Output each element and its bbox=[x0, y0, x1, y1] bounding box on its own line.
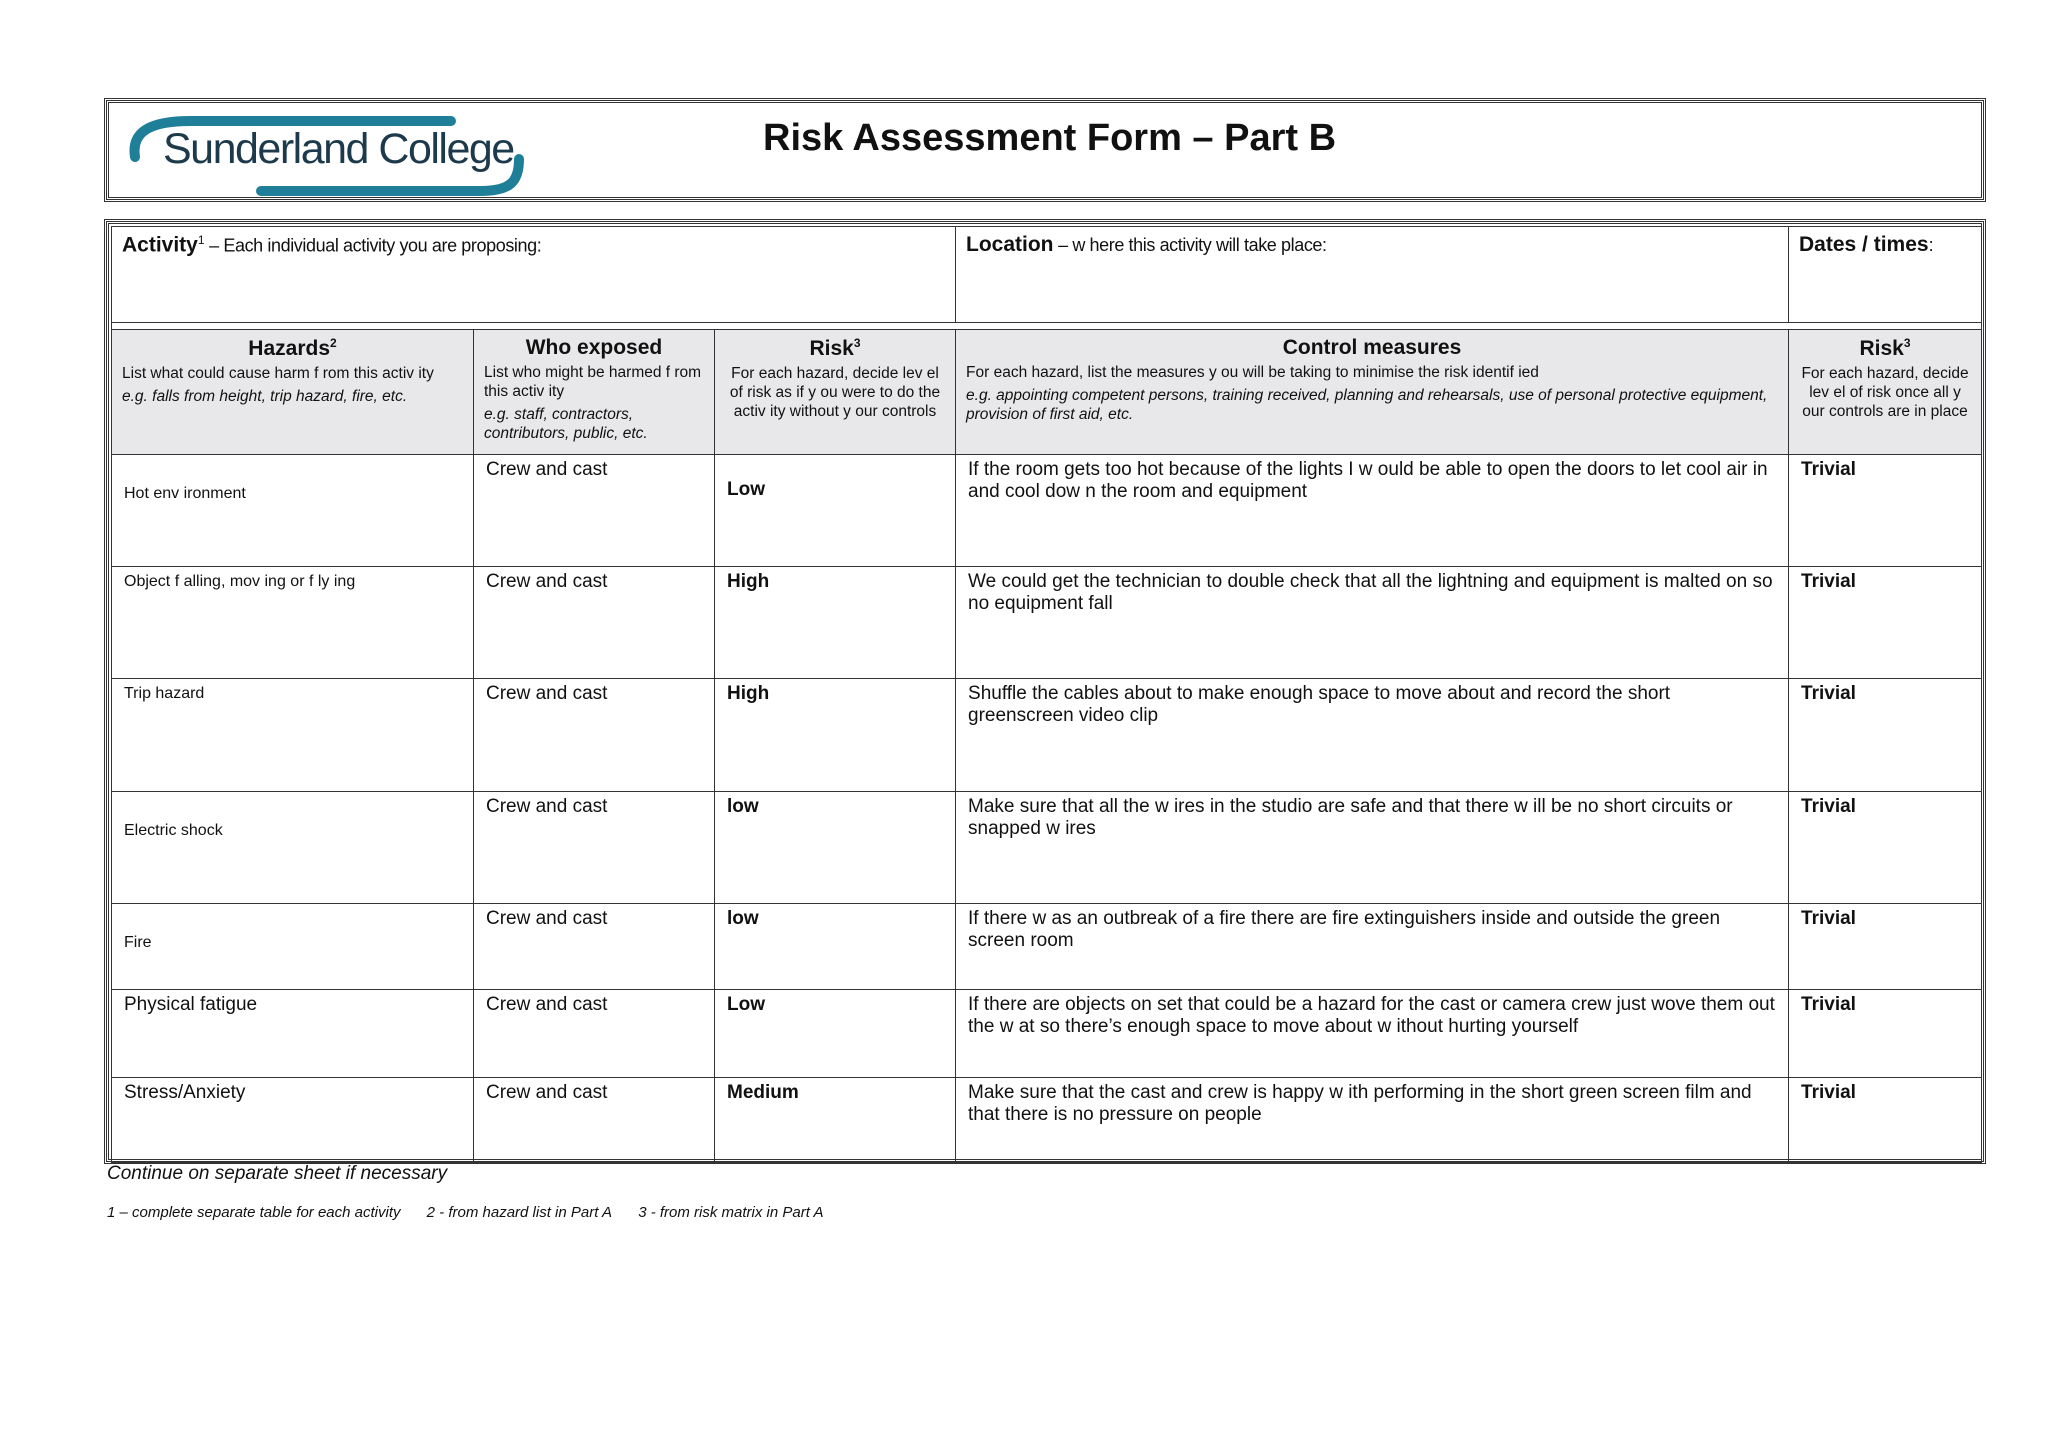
residual-risk-cell[interactable] bbox=[1789, 567, 1982, 679]
risk-text: low bbox=[727, 796, 759, 817]
control-text: If there w as an outbreak of a fire there are fire extinguishers inside and outside the green screen room bbox=[968, 908, 1721, 951]
residual-risk-cell[interactable] bbox=[1789, 1078, 1982, 1163]
who-cell[interactable] bbox=[474, 990, 715, 1078]
risk-cell[interactable] bbox=[715, 990, 956, 1078]
continue-note: Continue on separate sheet if necessary bbox=[107, 1163, 448, 1184]
college-logo bbox=[121, 111, 531, 197]
dates-label: Dates / times bbox=[1799, 233, 1929, 256]
risk-before-sup: 3 bbox=[853, 336, 861, 350]
risk-before-title: Risk bbox=[809, 337, 854, 360]
risk-after-sup: 3 bbox=[1903, 336, 1911, 350]
column-header-row bbox=[112, 330, 1982, 455]
hazard-cell[interactable] bbox=[112, 455, 474, 567]
residual-risk-cell[interactable] bbox=[1789, 792, 1982, 904]
table-row bbox=[112, 567, 1982, 679]
risk-text: Low bbox=[727, 994, 765, 1015]
who-cell[interactable] bbox=[474, 792, 715, 904]
table-row bbox=[112, 1078, 1982, 1163]
hazard-text: Hot env ironment bbox=[124, 485, 246, 502]
control-cell[interactable] bbox=[956, 455, 1789, 567]
control-cell[interactable] bbox=[956, 679, 1789, 792]
control-text: Make sure that the cast and crew is happy w ith performing in the short green screen film and that there is no pressure on people bbox=[968, 1082, 1752, 1125]
hazard-cell[interactable] bbox=[112, 1078, 474, 1163]
who-cell[interactable] bbox=[474, 567, 715, 679]
footnote-2: 2 - from hazard list in Part A bbox=[426, 1204, 613, 1221]
risk-before-header bbox=[715, 330, 956, 455]
footnotes bbox=[107, 1204, 846, 1221]
who-cell[interactable] bbox=[474, 904, 715, 990]
table-row bbox=[112, 679, 1982, 792]
who-cell[interactable] bbox=[474, 1078, 715, 1163]
residual-risk-text: Trivial bbox=[1801, 571, 1856, 592]
residual-risk-text: Trivial bbox=[1801, 994, 1856, 1015]
spacer-cell bbox=[112, 323, 1982, 330]
risk-text: low bbox=[727, 908, 759, 929]
hazards-header bbox=[112, 330, 474, 455]
table-row bbox=[112, 792, 1982, 904]
location-label: Location bbox=[966, 233, 1054, 256]
who-text: Crew and cast bbox=[486, 796, 608, 817]
activity-row bbox=[112, 227, 1982, 323]
location-cell[interactable] bbox=[956, 227, 1789, 323]
who-title: Who exposed bbox=[525, 336, 663, 359]
risk-text: Low bbox=[727, 479, 765, 500]
residual-risk-cell[interactable] bbox=[1789, 679, 1982, 792]
hazard-text: Object f alling, mov ing or f ly ing bbox=[124, 573, 356, 590]
risk-after-title: Risk bbox=[1859, 337, 1904, 360]
control-cell[interactable] bbox=[956, 792, 1789, 904]
hazard-cell[interactable] bbox=[112, 679, 474, 792]
risk-after-header bbox=[1789, 330, 1982, 455]
who-text: Crew and cast bbox=[486, 1082, 608, 1103]
risk-text: Medium bbox=[727, 1082, 799, 1103]
control-cell[interactable] bbox=[956, 1078, 1789, 1163]
risk-after-desc: For each hazard, decide lev el of risk once all y our controls are in place bbox=[1801, 365, 1969, 420]
dates-suffix: : bbox=[1928, 235, 1934, 255]
who-desc: List who might be harmed f rom this activ ity bbox=[484, 364, 702, 400]
risk-table bbox=[111, 226, 1982, 1163]
control-cell[interactable] bbox=[956, 567, 1789, 679]
residual-risk-text: Trivial bbox=[1801, 908, 1856, 929]
who-example: e.g. staff, contractors, contributors, public, etc. bbox=[484, 406, 648, 442]
table-row bbox=[112, 904, 1982, 990]
control-text: We could get the technician to double check that all the lightning and equipment is malted on so no equipment fall bbox=[968, 571, 1773, 614]
location-desc: – w here this activity will take place: bbox=[1053, 235, 1327, 255]
residual-risk-text: Trivial bbox=[1801, 796, 1856, 817]
page-title: Risk Assessment Form – Part B bbox=[763, 117, 1337, 159]
hazards-title: Hazards bbox=[248, 337, 330, 360]
risk-before-desc: For each hazard, decide lev el of risk as if y ou were to do the activ ity without y our controls bbox=[729, 365, 941, 420]
hazard-text: Stress/Anxiety bbox=[124, 1082, 246, 1103]
who-text: Crew and cast bbox=[486, 459, 608, 480]
spacer-row bbox=[112, 323, 1982, 330]
hazard-cell[interactable] bbox=[112, 904, 474, 990]
control-example: e.g. appointing competent persons, training received, planning and rehearsals, use of personal protective equipment, provision of first aid, etc. bbox=[966, 387, 1768, 423]
residual-risk-cell[interactable] bbox=[1789, 455, 1982, 567]
risk-table-box bbox=[104, 219, 1986, 1164]
risk-cell[interactable] bbox=[715, 567, 956, 679]
who-cell[interactable] bbox=[474, 679, 715, 792]
residual-risk-text: Trivial bbox=[1801, 683, 1856, 704]
hazard-cell[interactable] bbox=[112, 792, 474, 904]
hazard-cell[interactable] bbox=[112, 567, 474, 679]
control-text: Make sure that all the w ires in the studio are safe and that there w ill be no short circuits or snapped w ires bbox=[968, 796, 1733, 839]
header-box bbox=[104, 98, 1986, 202]
residual-risk-text: Trivial bbox=[1801, 459, 1856, 480]
activity-cell[interactable] bbox=[112, 227, 956, 323]
control-title: Control measures bbox=[1282, 336, 1462, 359]
risk-cell[interactable] bbox=[715, 679, 956, 792]
footnote-3: 3 - from risk matrix in Part A bbox=[638, 1204, 824, 1221]
who-cell[interactable] bbox=[474, 455, 715, 567]
who-text: Crew and cast bbox=[486, 571, 608, 592]
risk-cell[interactable] bbox=[715, 792, 956, 904]
control-header bbox=[956, 330, 1789, 455]
who-header bbox=[474, 330, 715, 455]
table-row bbox=[112, 455, 1982, 567]
table-row bbox=[112, 990, 1982, 1078]
hazard-text: Physical fatigue bbox=[124, 994, 258, 1015]
residual-risk-cell[interactable] bbox=[1789, 904, 1982, 990]
hazard-text: Electric shock bbox=[124, 822, 223, 839]
who-text: Crew and cast bbox=[486, 908, 608, 929]
hazards-example: e.g. falls from height, trip hazard, fire, etc. bbox=[122, 388, 408, 405]
hazard-text: Trip hazard bbox=[124, 685, 205, 702]
hazards-sup: 2 bbox=[330, 336, 337, 350]
residual-risk-cell[interactable] bbox=[1789, 990, 1982, 1078]
residual-risk-text: Trivial bbox=[1801, 1082, 1856, 1103]
logo-text: Sunderland College bbox=[163, 125, 514, 173]
control-cell[interactable] bbox=[956, 904, 1789, 990]
hazards-desc: List what could cause harm f rom this activ ity bbox=[122, 365, 434, 382]
control-text: If there are objects on set that could be a hazard for the cast or camera crew just wove them out the w at so there’s enough space to move about w ithout hurting yourself bbox=[968, 994, 1775, 1037]
who-text: Crew and cast bbox=[486, 683, 608, 704]
dates-cell[interactable] bbox=[1789, 227, 1982, 323]
activity-sup: 1 bbox=[197, 233, 205, 247]
control-cell[interactable] bbox=[956, 990, 1789, 1078]
control-text: Shuffle the cables about to make enough space to move about and record the short greenscreen video clip bbox=[968, 683, 1671, 726]
risk-cell[interactable] bbox=[715, 1078, 956, 1163]
hazard-cell[interactable] bbox=[112, 990, 474, 1078]
risk-cell[interactable] bbox=[715, 455, 956, 567]
control-desc: For each hazard, list the measures y ou will be taking to minimise the risk identif ied bbox=[966, 364, 1539, 381]
activity-label: Activity bbox=[122, 233, 198, 257]
footnote-1: 1 – complete separate table for each activity bbox=[107, 1204, 401, 1221]
who-text: Crew and cast bbox=[486, 994, 608, 1015]
risk-text: High bbox=[727, 683, 770, 704]
activity-desc: – Each individual activity you are proposing: bbox=[204, 235, 542, 256]
hazard-text: Fire bbox=[124, 934, 152, 951]
risk-cell[interactable] bbox=[715, 904, 956, 990]
control-text: If the room gets too hot because of the lights I w ould be able to open the doors to let cool air in and cool dow n the room and equipment bbox=[968, 459, 1768, 502]
risk-text: High bbox=[727, 571, 770, 592]
